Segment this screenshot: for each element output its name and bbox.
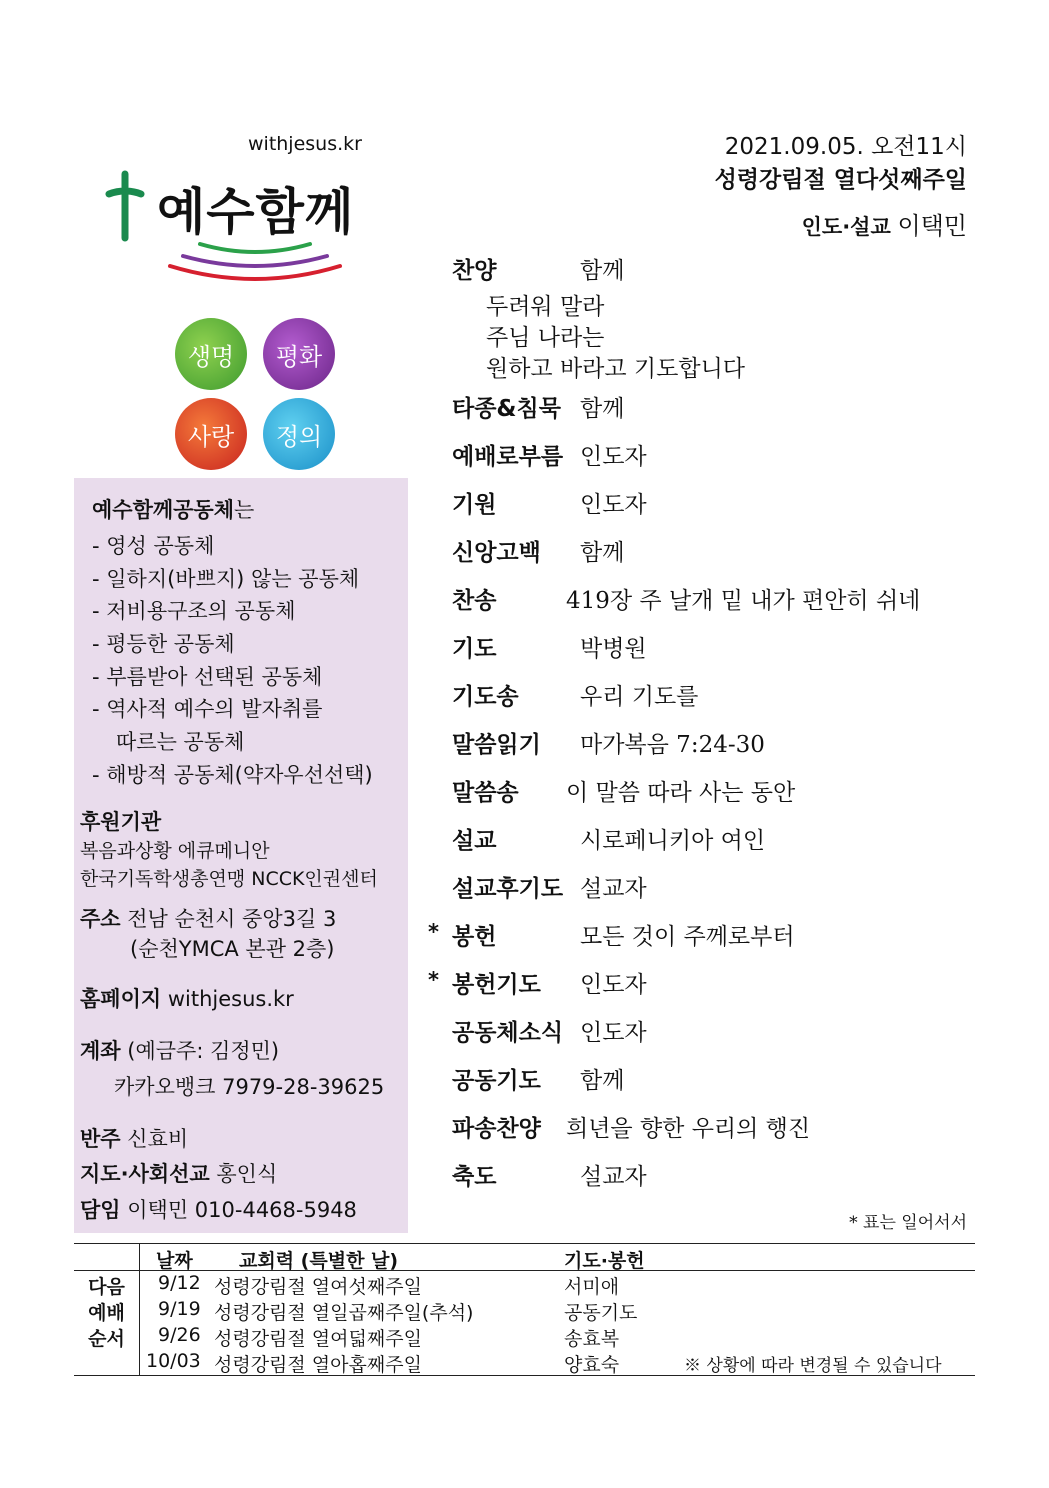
order-item-label: 봉헌기도 <box>452 972 541 998</box>
address-line2: (순천YMCA 본관 2층) <box>130 937 335 961</box>
table-rule <box>74 1243 975 1244</box>
sponsor-line: 복음과상황 에큐메니안 <box>80 840 270 862</box>
liturgical-season: 성령강림절 열다섯째주일 <box>714 167 967 193</box>
pastor: 담임 이택민 010-4468-5948 <box>80 1198 357 1222</box>
row-date: 9/19 <box>158 1298 201 1320</box>
order-item-value: 설교자 <box>580 876 647 902</box>
order-item-label: 봉헌 <box>452 924 497 950</box>
side-label: 예배 <box>88 1302 125 1324</box>
order-item-value: 함께 <box>580 1068 625 1094</box>
community-item: - 해방적 공동체(약자우선선택) <box>92 763 373 787</box>
order-item-value: 인도자 <box>580 1020 647 1046</box>
row-prayer: 서미애 <box>564 1276 620 1298</box>
community-title: 예수함께공동체는 <box>92 498 255 522</box>
sponsor-line: 한국기독학생총연맹 NCCK인권센터 <box>80 868 378 890</box>
order-item-label: 공동기도 <box>452 1068 541 1094</box>
song-title: 원하고 바라고 기도합니다 <box>486 356 746 382</box>
header-date: 날짜 <box>156 1250 193 1272</box>
order-item-label: 기도 <box>452 636 497 662</box>
order-item-label: 파송찬양 <box>452 1116 541 1142</box>
community-item: - 일하지(바쁘지) 않는 공동체 <box>92 567 360 591</box>
account-number: 카카오뱅크 7979-28-39625 <box>114 1075 385 1099</box>
order-item-label: 공동체소식 <box>452 1020 564 1046</box>
order-item-value: 419장 주 날개 밑 내가 편안히 쉬네 <box>566 588 921 614</box>
row-calendar: 성령강림절 열여덟째주일 <box>214 1328 422 1350</box>
sponsor-title: 후원기관 <box>80 810 162 834</box>
order-item-label: 타종&침묵 <box>452 396 561 422</box>
order-item-label: 축도 <box>452 1164 497 1190</box>
order-item-value: 함께 <box>580 540 625 566</box>
community-item: - 역사적 예수의 발자취를 <box>92 697 323 721</box>
order-item-label: 기도송 <box>452 684 519 710</box>
header-prayer: 기도·봉헌 <box>564 1250 645 1272</box>
order-item-value: 희년을 향한 우리의 행진 <box>566 1116 811 1142</box>
stand-note: * 표는 일어서서 <box>849 1213 967 1233</box>
table-rule <box>74 1270 975 1271</box>
order-item-value: 시로페니키아 여인 <box>580 828 766 854</box>
order-item-label: 말씀읽기 <box>452 732 541 758</box>
badge-peace: 평화 <box>263 318 335 390</box>
order-item-value: 이 말씀 따라 사는 동안 <box>566 780 796 806</box>
address: 주소 전남 순천시 중앙3길 3 <box>80 907 337 931</box>
row-calendar: 성령강림절 열여섯째주일 <box>214 1276 422 1298</box>
logo-title: 예수함께 <box>157 183 355 241</box>
badge-life: 생명 <box>175 318 247 390</box>
mission: 지도·사회선교 홍인식 <box>80 1162 278 1186</box>
order-item-label: 신앙고백 <box>452 540 541 566</box>
standing-marker: * <box>428 968 439 992</box>
standing-marker: * <box>428 920 439 944</box>
row-calendar: 성령강림절 열아홉째주일 <box>214 1354 422 1376</box>
community-item: 따르는 공동체 <box>116 730 245 754</box>
order-item-value: 함께 <box>580 396 625 422</box>
table-rule <box>139 1243 140 1375</box>
service-datetime: 2021.09.05. 오전11시 <box>724 134 967 160</box>
homepage: 홈페이지 withjesus.kr <box>80 987 294 1011</box>
schedule-table <box>74 1243 975 1375</box>
order-item-value: 박병원 <box>580 636 647 662</box>
song-title: 주님 나라는 <box>486 325 605 351</box>
order-item-label: 말씀송 <box>452 780 519 806</box>
sidebar-info <box>74 478 408 1233</box>
order-item-label: 설교후기도 <box>452 876 564 902</box>
row-date: 9/12 <box>158 1272 201 1294</box>
order-item-label: 기원 <box>452 492 497 518</box>
side-label: 순서 <box>88 1328 125 1350</box>
order-item-label: 설교 <box>452 828 497 854</box>
site-url: withjesus.kr <box>248 133 362 155</box>
order-item-value: 인도자 <box>580 972 647 998</box>
pianist: 반주 신효비 <box>80 1127 189 1151</box>
row-date: 9/26 <box>158 1324 201 1346</box>
leader: 인도·설교 이택민 <box>801 212 967 240</box>
rainbow-arcs-icon <box>165 236 345 286</box>
row-prayer: 공동기도 <box>564 1302 638 1324</box>
song-title: 두려워 말라 <box>486 294 605 320</box>
schedule-note: ※ 상황에 따라 변경될 수 있습니다 <box>684 1356 942 1376</box>
community-item: - 평등한 공동체 <box>92 632 235 656</box>
order-item-value: 인도자 <box>580 444 647 470</box>
order-item-label: 찬송 <box>452 588 497 614</box>
badge-justice: 정의 <box>263 398 335 470</box>
account: 계좌 (예금주: 김정민) <box>80 1039 280 1063</box>
order-item-value: 모든 것이 주께로부터 <box>580 924 795 950</box>
community-item: - 부름받아 선택된 공동체 <box>92 665 323 689</box>
row-prayer: 송효복 <box>564 1328 620 1350</box>
order-item-value: 마가복음 7:24-30 <box>580 732 765 758</box>
order-item-label: 예배로부름 <box>452 444 564 470</box>
header-calendar: 교회력 (특별한 날) <box>239 1250 399 1272</box>
community-item: - 영성 공동체 <box>92 534 215 558</box>
row-prayer: 양효숙 <box>564 1354 620 1376</box>
badge-love: 사랑 <box>175 398 247 470</box>
row-date: 10/03 <box>146 1350 201 1372</box>
cross-icon <box>105 170 145 242</box>
order-item-value: 인도자 <box>580 492 647 518</box>
community-item: - 저비용구조의 공동체 <box>92 599 296 623</box>
side-label: 다음 <box>88 1276 125 1298</box>
order-item-value: 설교자 <box>580 1164 647 1190</box>
row-calendar: 성령강림절 열일곱째주일(추석) <box>214 1302 474 1324</box>
order-item-value: 우리 기도를 <box>580 684 699 710</box>
